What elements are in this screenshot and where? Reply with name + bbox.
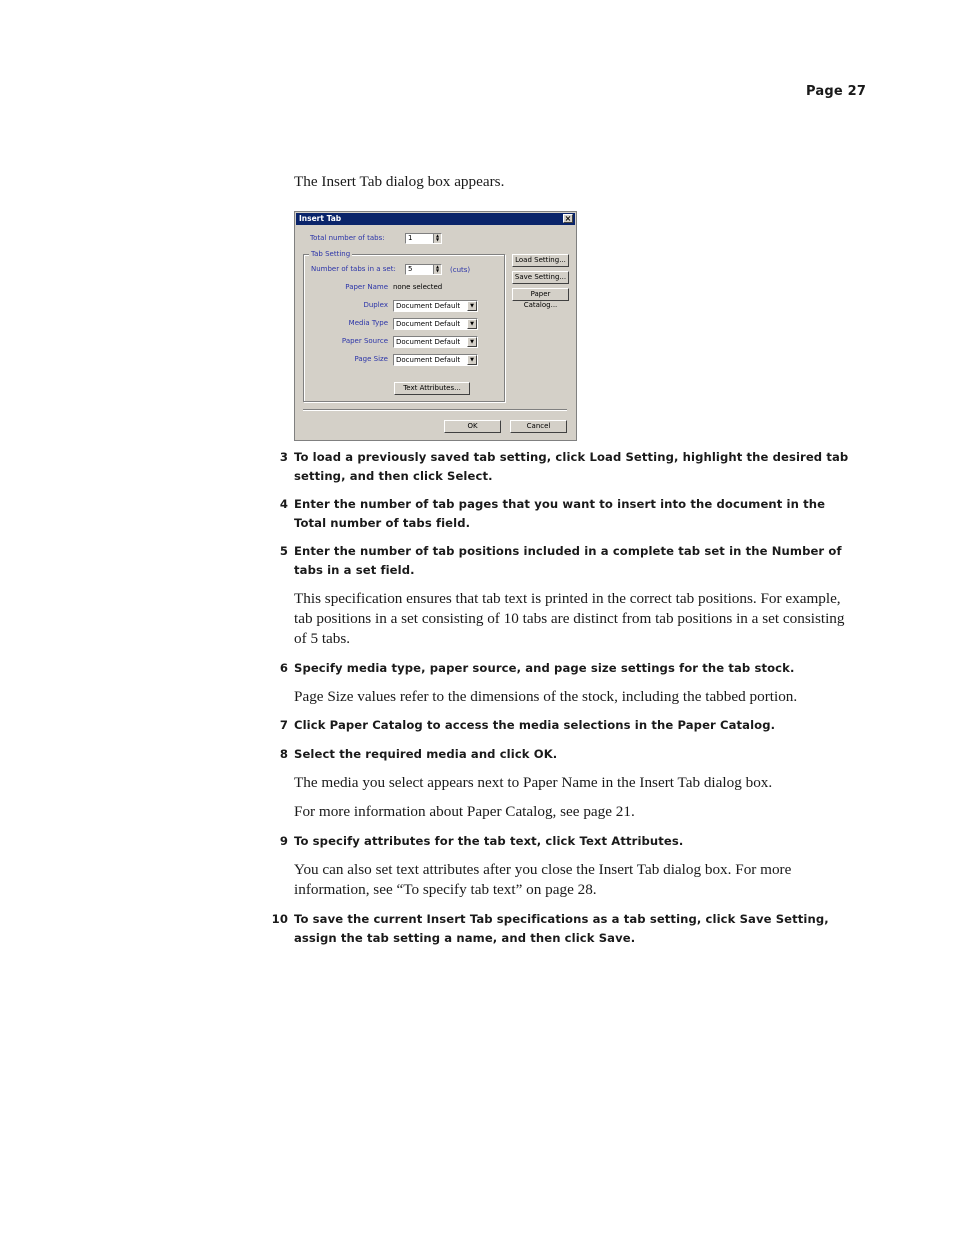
save-setting-button[interactable]: Save Setting... [512, 271, 569, 284]
step-number: 10 [271, 912, 288, 926]
paper-catalog-button[interactable]: Paper Catalog... [512, 288, 569, 301]
step-number: 7 [279, 718, 288, 732]
paper-name-value: none selected [393, 283, 443, 291]
dialog-separator [303, 409, 567, 411]
paper-source-select[interactable] [393, 336, 478, 348]
step-number: 4 [279, 497, 288, 511]
paragraph-tab-positions: This specification ensures that tab text is printed in the correct tab positions. For example, tab positions in a set consisting of 10 tabs are distinct from tab positions in a set consisting of 5 tabs. [294, 590, 845, 647]
dialog-titlebar [296, 213, 575, 225]
step-number: 5 [279, 544, 288, 558]
page-size-value: Document Default [396, 356, 461, 364]
chevron-down-icon[interactable]: ▼ [467, 301, 477, 311]
step-text: To load a previously saved tab setting, click Load Setting, highlight the desired tab setting, and then click Select. [294, 450, 849, 483]
paragraph-media-select: The media you select appears next to Paper Name in the Insert Tab dialog box. [294, 774, 773, 791]
step-number: 6 [279, 661, 288, 675]
cancel-button[interactable]: Cancel [510, 420, 567, 433]
spinner-arrows-icon[interactable]: ▲ ▼ [433, 234, 441, 243]
tab-setting-group-title: Tab Setting [311, 250, 351, 258]
total-tabs-stepper[interactable] [405, 233, 442, 244]
paper-source-label: Paper Source [341, 337, 388, 345]
page-number: Page 27 [806, 84, 867, 99]
step-text: Enter the number of tab positions included in a complete tab set in the Number of tabs in a set field. [294, 544, 842, 577]
step-text: Click Paper Catalog to access the media selections in the Paper Catalog. [294, 718, 776, 732]
media-type-select[interactable] [393, 318, 478, 330]
step-text: To save the current Insert Tab specifications as a tab setting, click Save Setting, assign the tab setting a name, and then click Save. [294, 912, 829, 945]
text-attributes-button[interactable]: Text Attributes... [394, 382, 470, 395]
paragraph-text-attributes: You can also set text attributes after you close the Insert Tab dialog box. For more information, see “To specify tab text” on page 28. [294, 861, 792, 898]
media-type-label: Media Type [348, 319, 388, 327]
spinner-arrows-icon[interactable]: ▲ ▼ [433, 265, 441, 274]
tabs-in-set-stepper[interactable] [405, 264, 442, 275]
step-text: Specify media type, paper source, and page size settings for the tab stock. [294, 661, 795, 675]
page-size-label: Page Size [354, 355, 388, 363]
step-number: 8 [279, 747, 288, 761]
total-tabs-label: Total number of tabs: [310, 234, 385, 242]
cuts-label: (cuts) [450, 266, 471, 274]
total-tabs-value: 1 [408, 234, 413, 242]
paragraph-page-size: Page Size values refer to the dimensions of the stock, including the tabbed portion. [294, 688, 798, 705]
intro-text: The Insert Tab dialog box appears. [294, 173, 505, 190]
tabs-in-set-value: 5 [408, 265, 413, 273]
step-number: 3 [279, 450, 288, 464]
chevron-down-icon[interactable]: ▼ [467, 319, 477, 329]
insert-tab-dialog [294, 211, 577, 441]
duplex-select[interactable] [393, 300, 478, 312]
paper-name-label: Paper Name [345, 283, 388, 291]
step-number: 9 [279, 834, 288, 848]
media-type-value: Document Default [396, 320, 461, 328]
tabs-in-set-label: Number of tabs in a set: [311, 265, 396, 273]
duplex-value: Document Default [396, 302, 461, 310]
step-text: To specify attributes for the tab text, click Text Attributes. [294, 834, 684, 848]
close-icon[interactable]: × [564, 214, 572, 223]
chevron-down-icon[interactable]: ▼ [467, 337, 477, 347]
paper-source-value: Document Default [396, 338, 461, 346]
step-text: Enter the number of tab pages that you want to insert into the document in the Total number of tabs field. [294, 497, 826, 530]
duplex-label: Duplex [363, 301, 388, 309]
page-size-select[interactable] [393, 354, 478, 366]
step-text: Select the required media and click OK. [294, 747, 558, 761]
paragraph-paper-catalog-ref: For more information about Paper Catalog, see page 21. [294, 803, 635, 820]
dialog-title: Insert Tab [299, 214, 342, 223]
ok-button[interactable]: OK [444, 420, 501, 433]
chevron-down-icon[interactable]: ▼ [467, 355, 477, 365]
load-setting-button[interactable]: Load Setting... [512, 254, 569, 267]
